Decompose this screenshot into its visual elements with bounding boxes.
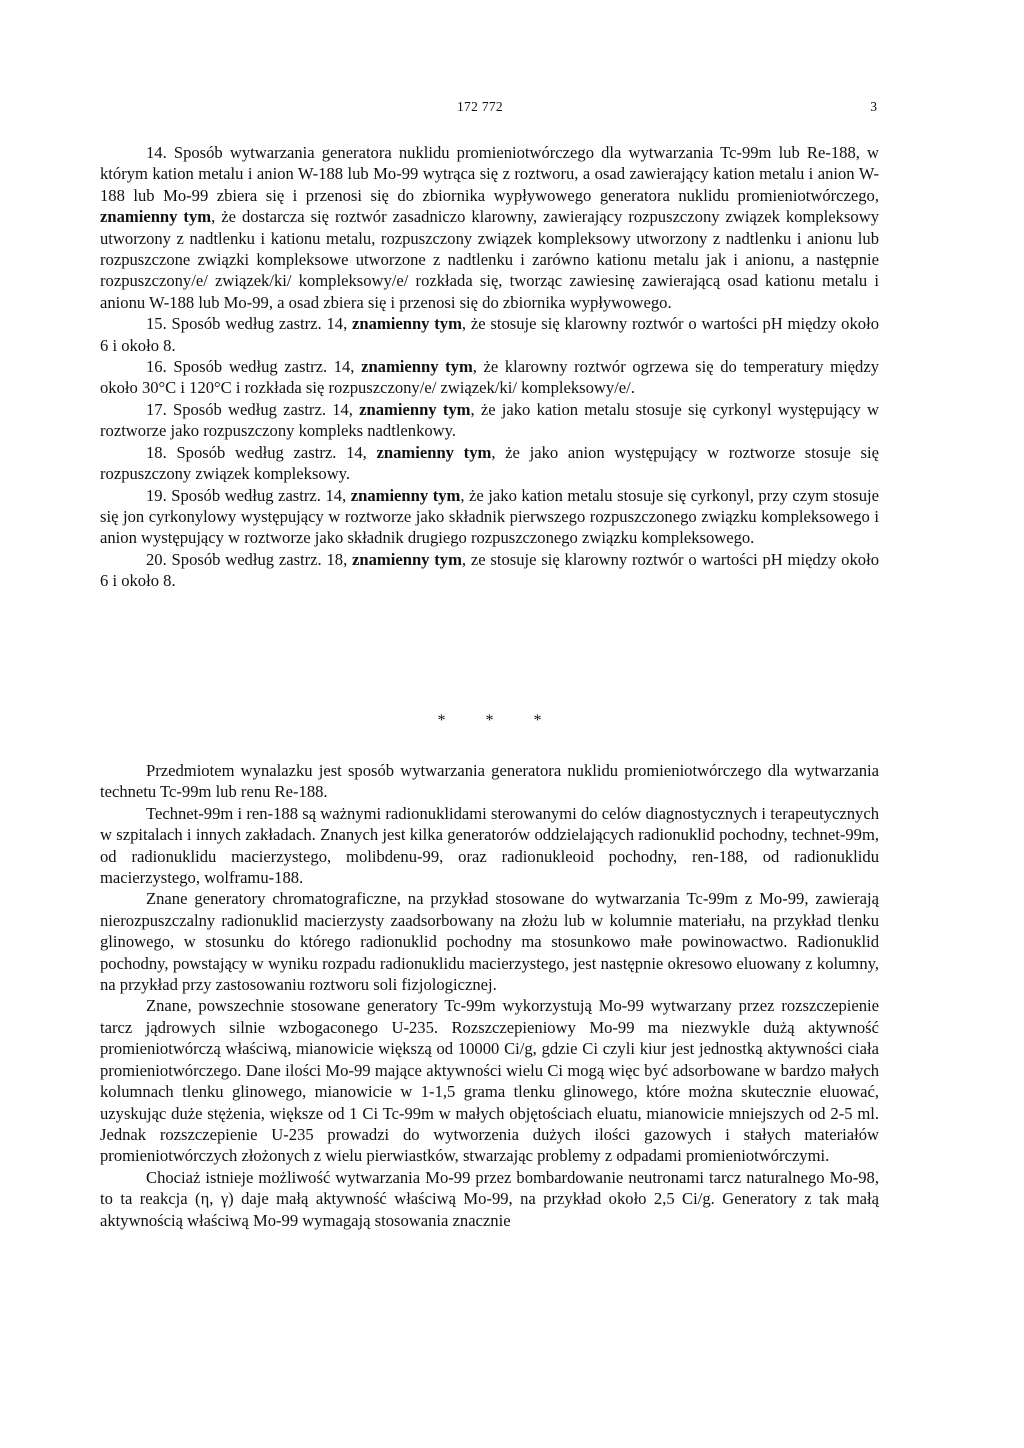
document-number: 172 772: [457, 99, 503, 114]
description-paragraph: Technet-99m i ren-188 są ważnymi radionuklidami sterowanymi do celów diagnostycznych i terapeutycznych w szpitalach i innych zakładach. Znanych jest kilka generatorów oddzielających radionuklid pochodny, technet-99m, od radionuklidu macierzystego, molibdenu-99, oraz radionukleoid pochodny, ren-188, od radionuklidu macierzystego, wolframu-188.: [100, 803, 879, 888]
claim-keyword: znamienny tym: [352, 314, 462, 334]
page-header: [100, 96, 879, 118]
claim-16: 16. Sposób według zastrz. 14, znamienny tym, że klarowny roztwór ogrzewa się do temperatury między około 30°C i 120°C i rozkłada się rozpuszczony/e/ związek/ki/ kompleksowy/e/.: [100, 357, 879, 398]
claim-keyword: znamienny tym: [359, 399, 471, 419]
claims-section: [100, 142, 879, 592]
document-page: [100, 0, 879, 1448]
claim-19: 19. Sposób według zastrz. 14, znamienny tym, że jako kation metalu stosuje się cyrkonyl, przy czym stosuje się jon cyrkonylowy występujący w roztworze jako składnik pierwszego rozpuszczonego związku kompleksowego i anion występujący w roztworze jako składnik drugiego rozpuszczonego związku kompleksowego.: [100, 485, 879, 548]
claim-keyword: znamienny tym: [100, 207, 212, 227]
claim-keyword: znamienny tym: [350, 485, 461, 505]
claim-18: 18. Sposób według zastrz. 14, znamienny tym, że jako anion występujący w roztworze stosuje się rozpuszczony związek kompleksowy.: [100, 442, 879, 484]
description-paragraph: Przedmiotem wynalazku jest sposób wytwarzania generatora nuklidu promieniotwórczego dla wytwarzania technetu Tc-99m lub renu Re-188.: [100, 761, 879, 802]
section-separator: * * *: [437, 712, 560, 729]
claim-keyword: znamienny tym: [376, 442, 492, 462]
claim-17: 17. Sposób według zastrz. 14, znamienny tym, że jako kation metalu stosuje się cyrkonyl występujący w roztworze jako rozpuszczony kompleks nadtlenkowy.: [100, 399, 879, 441]
claim-keyword: znamienny tym: [361, 357, 473, 377]
description-paragraph: Znane generatory chromatograficzne, na przykład stosowane do wytwarzania Tc-99m z Mo-99, zawierają nierozpuszczalny radionuklid macierzysty zaadsorbowany na złożu lub w kolumnie materiału, na przykład tlenku glinowego, w stosunku do którego radionuklid pochodny ma stosunkowo małe powinowactwo. Radionuklid pochodny, powstający w wyniku rozpadu radionuklidu macierzystego, jest następnie okresowo eluowany z kolumny, na przykład przy zastosowaniu roztworu soli fizjologicznej.: [100, 889, 879, 995]
page-number: 3: [870, 99, 877, 114]
claim-14: 14. Sposób wytwarzania generatora nuklidu promieniotwórczego dla wytwarzania Tc-99m lub Re-188, w którym kation metalu i anion W-188 lub Mo-99 wytrąca się z roztworu, a osad zawierający kation metalu i anion W-188 lub Mo-99 zbiera się i przenosi się do zbiornika wypływowego generatora nuklidu promieniotwórczego, znamienny tym, że dostarcza się roztwór zasadniczo klarowny, zawierający rozpuszczony związek kompleksowy utworzony z nadtlenku i kationu metalu, rozpuszczony związek kompleksowy utworzony z nadtlenku i anionu lub rozpuszczone związki kompleksowe utworzone z nadtlenku i zarówno kationu metalu jak i anionu, a następnie rozpuszczony/e/ związek/ki/ kompleksowy/e/ rozkłada się, tworząc zawiesinę zawierającą osad kationu metalu i anionu W-188 lub Mo-99, a osad zbiera się i przenosi się do zbiornika wypływowego.: [100, 143, 879, 312]
description-paragraph: Znane, powszechnie stosowane generatory Tc-99m wykorzystują Mo-99 wytwarzany przez rozszczepienie tarcz jądrowych silnie wzbogaconego U-235. Rozszczepieniowy Mo-99 ma niezwykle dużą aktywność promieniotwórczą właściwą, mianowicie większą od 10000 Ci/g, gdzie Ci czyli kiur jest jednostką aktywności ciała promieniotwórczego. Dane ilości Mo-99 mające aktywności wielu Ci mogą więc być adsorbowane w bardzo małych kolumnach tlenku glinowego, mianowicie w 1-1,5 grama tlenku glinowego, które można skutecznie eluować, uzyskując duże stężenia, większe od 1 Ci Tc-99m w małych objętościach eluatu, mianowicie mniejszych od 2-5 ml. Jednak rozszczepienie U-235 prowadzi do wytworzenia dużych ilości gazowych i stałych materiałów promieniotwórczych złożonych z wielu pierwiastków, stwarzając problemy z odpadami promieniotwórczymi.: [100, 996, 879, 1166]
description-section: [100, 760, 879, 1231]
claim-20: 20. Sposób według zastrz. 18, znamienny tym, ze stosuje się klarowny roztwór o wartości pH między około 6 i około 8.: [100, 549, 879, 591]
description-paragraph: Chociaż istnieje możliwość wytwarzania Mo-99 przez bombardowanie neutronami tarcz naturalnego Mo-98, to ta reakcja (η, γ) daje małą aktywność właściwą Mo-99, na przykład około 2,5 Ci/g. Generatory z tak małą aktywnością właściwą Mo-99 wymagają stosowania znacznie: [100, 1167, 879, 1230]
claim-15: 15. Sposób według zastrz. 14, znamienny tym, że stosuje się klarowny roztwór o wartości pH między około 6 i około 8.: [100, 314, 879, 355]
claim-keyword: znamienny tym: [352, 549, 462, 569]
